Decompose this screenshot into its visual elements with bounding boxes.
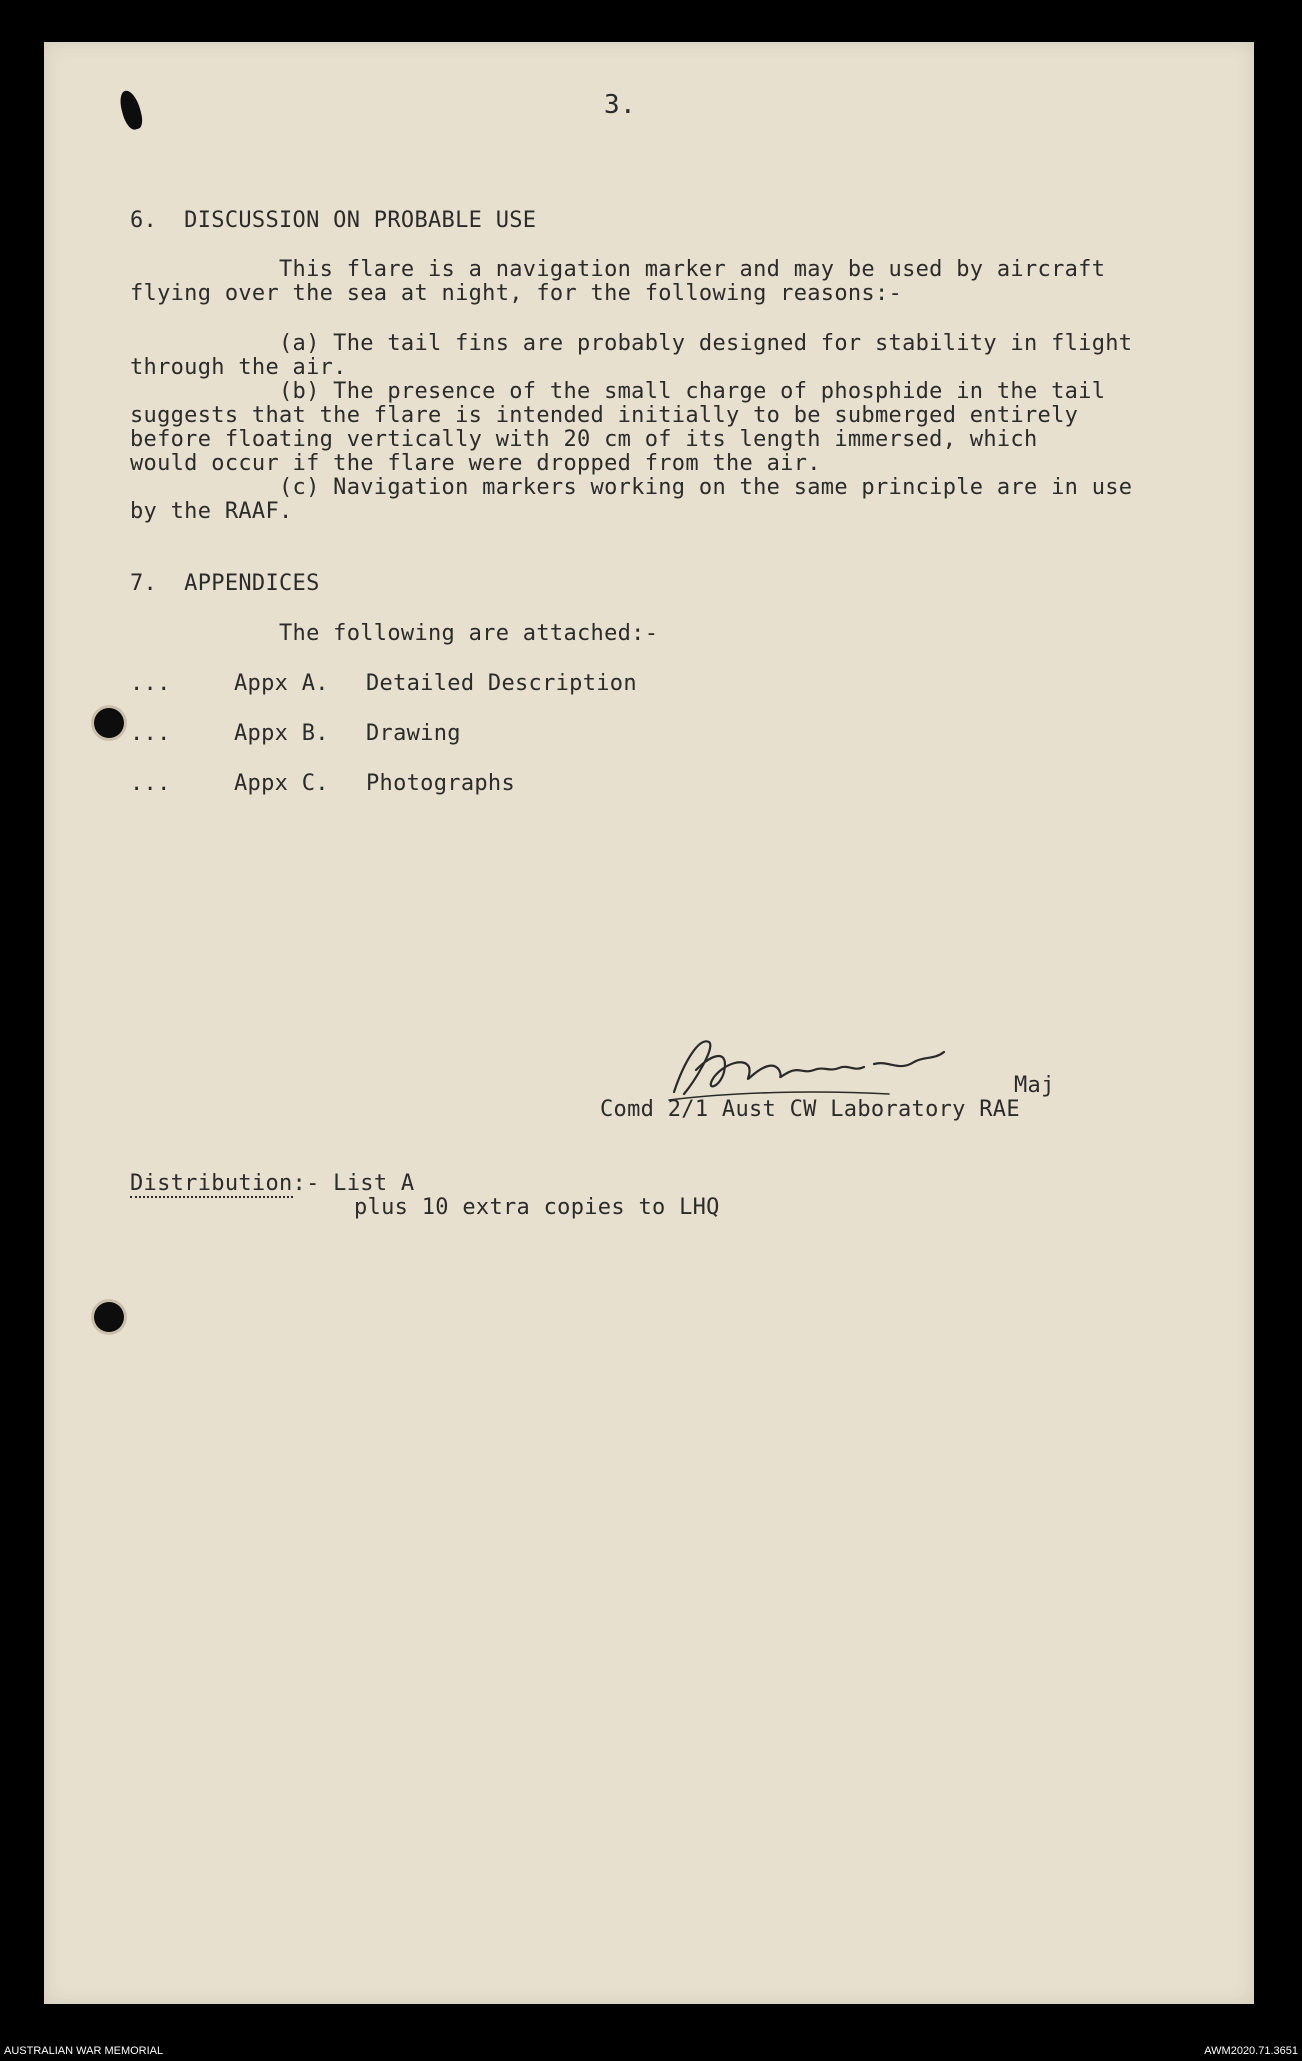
appendix-marker: ... [130, 771, 171, 796]
footer-right: AWM2020.71.3651 [1204, 2045, 1298, 2057]
section-6-line: This flare is a navigation marker and may be used by aircraft [130, 257, 1106, 282]
section-6-line: flying over the sea at night, for the following reasons:- [130, 281, 903, 306]
page-number: 3. [604, 90, 636, 120]
section-6-line: before floating vertically with 20 cm of its length immersed, which [130, 427, 1038, 452]
appendix-title: Detailed Description [366, 671, 637, 696]
section-6-line: through the air. [130, 355, 347, 380]
footer-left: AUSTRALIAN WAR MEMORIAL [4, 2045, 164, 2057]
appendix-title: Photographs [366, 771, 515, 796]
punch-hole-lower [94, 1302, 124, 1332]
section-7-heading: 7. APPENDICES [130, 571, 320, 596]
section-6-line: by the RAAF. [130, 499, 293, 524]
distribution-line-2: plus 10 extra copies to LHQ [354, 1195, 720, 1220]
signature-title: Comd 2/1 Aust CW Laboratory RAE [600, 1097, 1020, 1122]
section-6-line: (b) The presence of the small charge of phosphide in the tail [130, 379, 1106, 404]
distribution-label: Distribution [130, 1171, 293, 1196]
section-6-heading: 6. DISCUSSION ON PROBABLE USE [130, 208, 537, 233]
distribution-line [130, 1172, 414, 1196]
section-6-line: (a) The tail fins are probably designed for stability in flight [130, 331, 1133, 356]
torn-edge-notch [117, 88, 145, 131]
appendix-ref: Appx A. [234, 671, 329, 696]
appendix-marker: ... [130, 721, 171, 746]
appendix-ref: Appx B. [234, 721, 329, 746]
section-6-line: would occur if the flare were dropped from the air. [130, 451, 821, 476]
section-6-line: (c) Navigation markers working on the same principle are in use [130, 475, 1133, 500]
signature-rank: Maj [1014, 1073, 1055, 1098]
distribution-suffix: :- List A [292, 1171, 415, 1196]
appendix-title: Drawing [366, 721, 461, 746]
section-7-intro: The following are attached:- [130, 621, 659, 646]
appendix-marker: ... [130, 671, 171, 696]
appendix-ref: Appx C. [234, 771, 329, 796]
section-6-line: suggests that the flare is intended initially to be submerged entirely [130, 403, 1079, 428]
document-page [44, 42, 1254, 2004]
punch-hole-upper [94, 708, 124, 738]
